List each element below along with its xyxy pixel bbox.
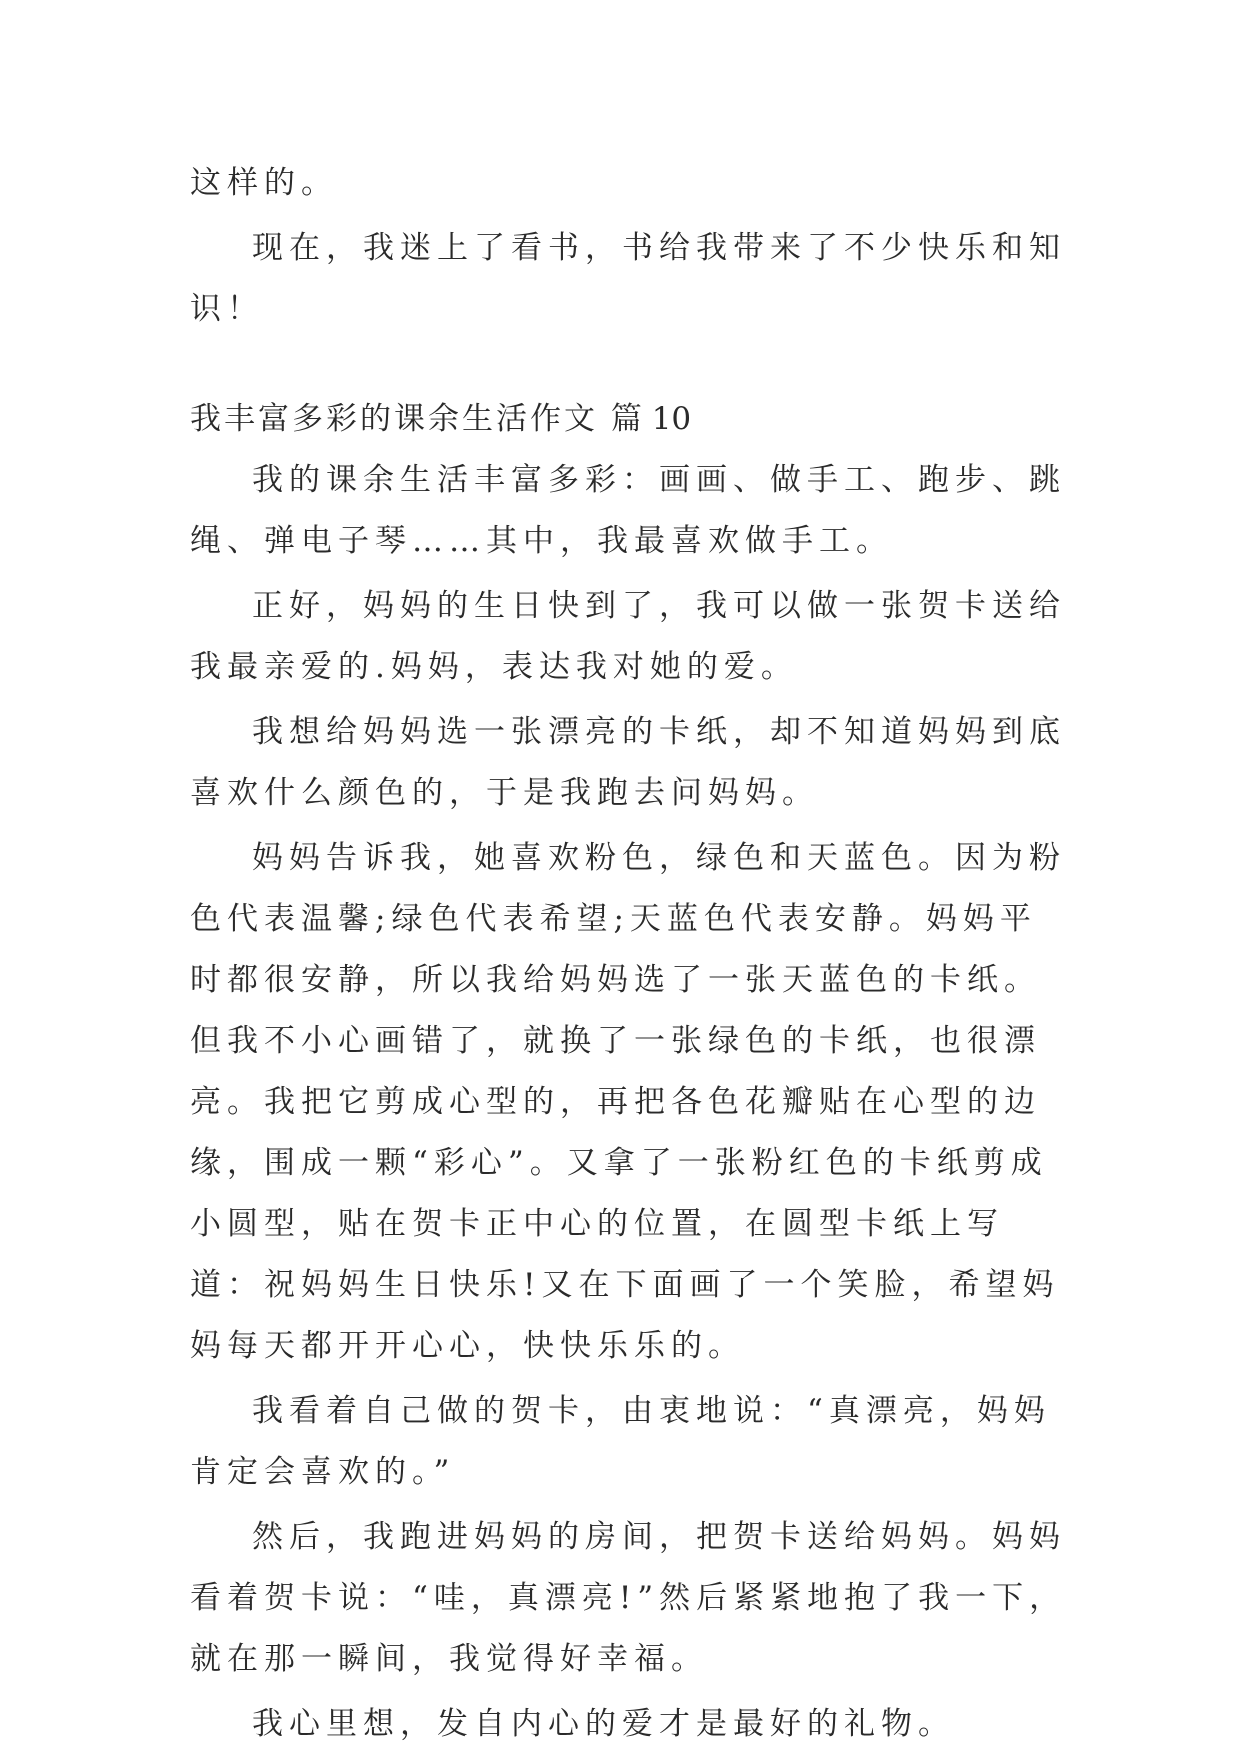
paragraph-continuation: 这样的。	[190, 165, 338, 201]
paragraph-2: 正好，妈妈的生日快到了，我可以做一张贺卡送给我最亲爱的.妈妈，表达我对她的爱。	[190, 588, 1066, 685]
document-body	[190, 153, 1070, 1755]
section-heading	[190, 389, 1070, 450]
paragraph-7: 我心里想，发自内心的爱才是最好的礼物。	[252, 1706, 955, 1742]
heading-number: 篇 10	[610, 401, 692, 437]
paragraph-6: 然后，我跑进妈妈的房间，把贺卡送给妈妈。妈妈看着贺卡说：“哇，真漂亮!”然后紧紧地抱了我一下，就在那一瞬间，我觉得好幸福。	[190, 1519, 1067, 1677]
paragraph-5: 我看着自己做的贺卡，由衷地说：“真漂亮，妈妈肯定会喜欢的。”	[190, 1393, 1051, 1490]
paragraph-books: 现在，我迷上了看书，书给我带来了不少快乐和知识！	[190, 230, 1066, 327]
paragraph-4: 妈妈告诉我，她喜欢粉色，绿色和天蓝色。因为粉色代表温馨;绿色代表希望;天蓝色代表安静。妈妈平时都很安静，所以我给妈妈选了一张天蓝色的卡纸。但我不小心画错了，就换了一张绿色的卡纸，也很漂亮。我把它剪成心型的，再把各色花瓣贴在心型的边缘，围成一颗“彩心”。又拿了一张粉红色的卡纸剪成小圆型，贴在贺卡正中心的位置，在圆型卡纸上写道：祝妈妈生日快乐!又在下面画了一个笑脸，希望妈妈每天都开开心心，快快乐乐的。	[190, 840, 1066, 1364]
heading-title: 我丰富多彩的课余生活作文	[190, 401, 598, 437]
paragraph-1: 我的课余生活丰富多彩：画画、做手工、跑步、跳绳、弹电子琴……其中，我最喜欢做手工。	[190, 462, 1066, 559]
paragraph-3: 我想给妈妈选一张漂亮的卡纸，却不知道妈妈到底喜欢什么颜色的，于是我跑去问妈妈。	[190, 714, 1066, 811]
